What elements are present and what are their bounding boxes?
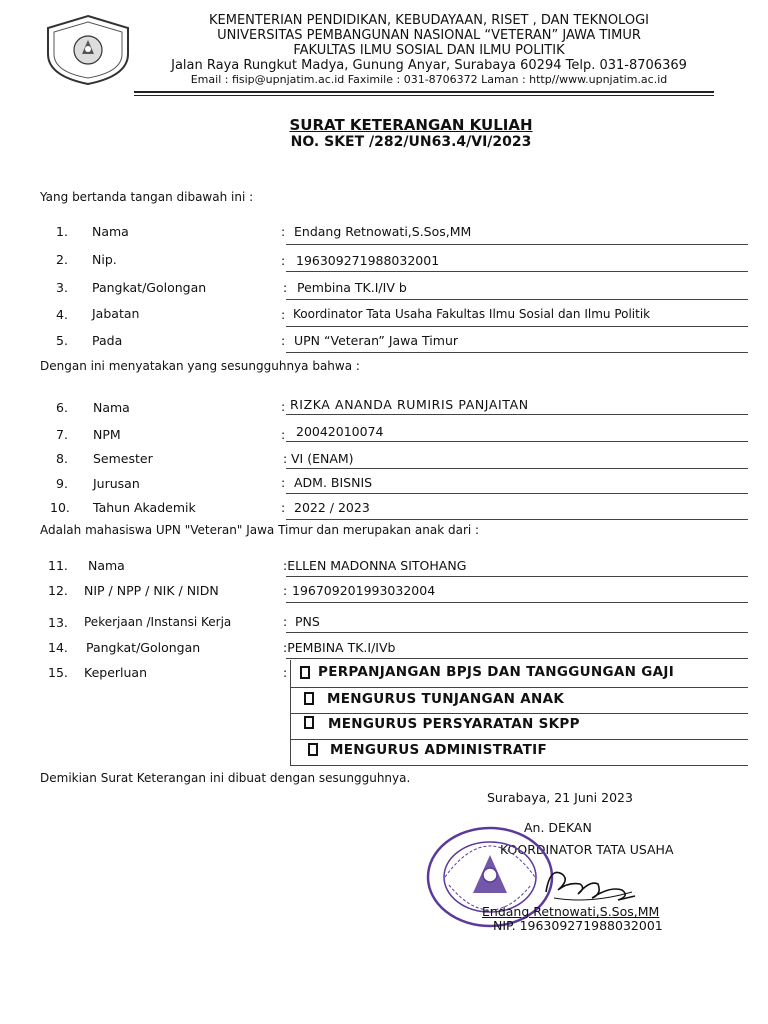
underline bbox=[286, 244, 748, 245]
colon: : bbox=[283, 280, 288, 295]
parent-nip-value: 196709201993032004 bbox=[292, 583, 436, 598]
underline bbox=[286, 352, 748, 353]
statement-text: Dengan ini menyatakan yang sesungguhnya bahwa : bbox=[40, 359, 360, 373]
purpose-label: MENGURUS ADMINISTRATIF bbox=[330, 742, 547, 758]
signer-rank-value: Pembina TK.I/IV b bbox=[297, 280, 407, 295]
field-label: Pangkat/Golongan bbox=[86, 640, 201, 655]
field-label: NIP / NPP / NIK / NIDN bbox=[84, 583, 219, 598]
row-number: 6. bbox=[56, 400, 68, 415]
colon: : bbox=[281, 307, 286, 322]
field-label: Tahun Akademik bbox=[93, 500, 196, 515]
row-number: 9. bbox=[56, 476, 68, 491]
header-ministry: KEMENTERIAN PENDIDIKAN, KEBUDAYAAN, RISET , DAN TEKNOLOGI bbox=[209, 13, 649, 28]
field-label: Jurusan bbox=[93, 476, 140, 491]
colon: : bbox=[281, 500, 286, 515]
underline bbox=[290, 713, 748, 714]
purpose-label: MENGURUS TUNJANGAN ANAK bbox=[327, 691, 565, 707]
handwritten-signature bbox=[540, 862, 640, 907]
row-number: 14. bbox=[48, 640, 68, 655]
row-number: 10. bbox=[50, 500, 70, 515]
underline bbox=[290, 739, 748, 740]
header-divider bbox=[134, 91, 714, 96]
underline bbox=[286, 602, 748, 603]
underline bbox=[286, 468, 748, 469]
purpose-label: PERPANJANGAN BPJS DAN TANGGUNGAN GAJI bbox=[318, 664, 675, 680]
field-label: Nip. bbox=[92, 252, 117, 267]
purpose-checkbox[interactable] bbox=[300, 666, 310, 679]
signer-institution-value: UPN “Veteran” Jawa Timur bbox=[294, 333, 459, 348]
underline bbox=[290, 765, 748, 766]
underline bbox=[286, 441, 748, 442]
colon: : bbox=[281, 253, 286, 268]
colon: : bbox=[283, 614, 288, 629]
student-name-value: RIZKA ANANDA RUMIRIS PANJAITAN bbox=[290, 397, 529, 412]
student-npm-value: 20042010074 bbox=[296, 424, 384, 439]
underline bbox=[286, 493, 748, 494]
purpose-checkbox[interactable] bbox=[308, 743, 318, 756]
underline bbox=[286, 326, 748, 327]
colon: : bbox=[281, 399, 286, 414]
underline bbox=[290, 687, 748, 688]
purpose-label: MENGURUS PERSYARATAN SKPP bbox=[328, 716, 580, 732]
signature-icon bbox=[540, 862, 640, 907]
header-address: Jalan Raya Rungkut Madya, Gunung Anyar, Surabaya 60294 Telp. 031-8706369 bbox=[171, 58, 687, 73]
row-number: 4. bbox=[56, 307, 68, 322]
field-label: Pada bbox=[92, 333, 123, 348]
row-number: 1. bbox=[56, 224, 68, 239]
parent-name-value: :ELLEN MADONNA SITOHANG bbox=[283, 558, 467, 573]
place-date: Surabaya, 21 Juni 2023 bbox=[487, 790, 633, 805]
row-number: 5. bbox=[56, 333, 68, 348]
row-number: 13. bbox=[48, 615, 68, 630]
row-number: 15. bbox=[48, 665, 68, 680]
signer-name-value: Endang Retnowati,S.Sos,MM bbox=[294, 224, 472, 239]
signer-position-value: Koordinator Tata Usaha Fakultas Ilmu Sosial dan Ilmu Politik bbox=[293, 307, 651, 321]
document-title: SURAT KETERANGAN KULIAH bbox=[289, 116, 533, 134]
underline bbox=[286, 414, 748, 415]
colon: : bbox=[283, 451, 288, 466]
signer-full-name: Endang Retnowati,S.Sos,MM bbox=[482, 904, 660, 919]
field-label: Pangkat/Golongan bbox=[92, 280, 207, 295]
field-label: Keperluan bbox=[84, 665, 148, 680]
field-label: Semester bbox=[93, 451, 153, 466]
intro-text: Yang bertanda tangan dibawah ini : bbox=[40, 190, 254, 204]
field-label: Pekerjaan /Instansi Kerja bbox=[84, 615, 232, 629]
student-year-value: 2022 / 2023 bbox=[294, 500, 370, 515]
underline bbox=[286, 271, 748, 272]
row-number: 8. bbox=[56, 451, 68, 466]
colon: : bbox=[283, 665, 288, 680]
student-major-value: ADM. BISNIS bbox=[294, 475, 373, 490]
underline bbox=[286, 299, 748, 300]
row-number: 3. bbox=[56, 280, 68, 295]
parent-rank-text: PEMBINA TK.I/IVb bbox=[287, 640, 396, 655]
parent-rank-value: :PEMBINA TK.I/IVb bbox=[283, 640, 396, 655]
document-number: NO. SKET /282/UN63.4/VI/2023 bbox=[290, 134, 532, 150]
row-number: 2. bbox=[56, 252, 68, 267]
field-label: NPM bbox=[93, 427, 121, 442]
row-number: 7. bbox=[56, 427, 68, 442]
field-label: Nama bbox=[93, 400, 130, 415]
row-number: 12. bbox=[48, 583, 68, 598]
colon: : bbox=[281, 427, 286, 442]
colon: : bbox=[283, 583, 288, 598]
colon: : bbox=[281, 333, 286, 348]
on-behalf-label: An. DEKAN bbox=[524, 820, 592, 835]
purpose-checkbox[interactable] bbox=[304, 692, 314, 705]
underline bbox=[286, 519, 748, 520]
field-label: Jabatan bbox=[92, 306, 140, 321]
colon: : bbox=[281, 475, 286, 490]
parent-name-text: ELLEN MADONNA SITOHANG bbox=[287, 558, 467, 573]
signer-nip: NIP. 196309271988032001 bbox=[493, 918, 663, 933]
colon: : bbox=[281, 224, 286, 239]
underline bbox=[286, 632, 748, 633]
header-university: UNIVERSITAS PEMBANGUNAN NASIONAL “VETERAN” JAWA TIMUR bbox=[217, 28, 641, 43]
signer-nip-value: 196309271988032001 bbox=[296, 253, 440, 268]
parent-intro-text: Adalah mahasiswa UPN "Veteran" Jawa Timur dan merupakan anak dari : bbox=[40, 523, 480, 537]
purpose-checkbox[interactable] bbox=[304, 716, 314, 729]
underline bbox=[286, 658, 748, 659]
header-contact: Email : fisip@upnjatim.ac.id Faximile : 031-8706372 Laman : http//www.upnjatim.ac.id bbox=[190, 73, 668, 86]
field-label: Nama bbox=[92, 224, 129, 239]
parent-job-value: PNS bbox=[295, 614, 320, 629]
closing-text: Demikian Surat Keterangan ini dibuat dengan sesungguhnya. bbox=[40, 771, 411, 785]
student-semester-value: VI (ENAM) bbox=[291, 451, 354, 466]
field-label: Nama bbox=[88, 558, 125, 573]
header-faculty: FAKULTAS ILMU SOSIAL DAN ILMU POLITIK bbox=[293, 43, 565, 58]
signer-role: KOORDINATOR TATA USAHA bbox=[500, 842, 674, 857]
row-number: 11. bbox=[48, 558, 68, 573]
underline bbox=[286, 576, 748, 577]
